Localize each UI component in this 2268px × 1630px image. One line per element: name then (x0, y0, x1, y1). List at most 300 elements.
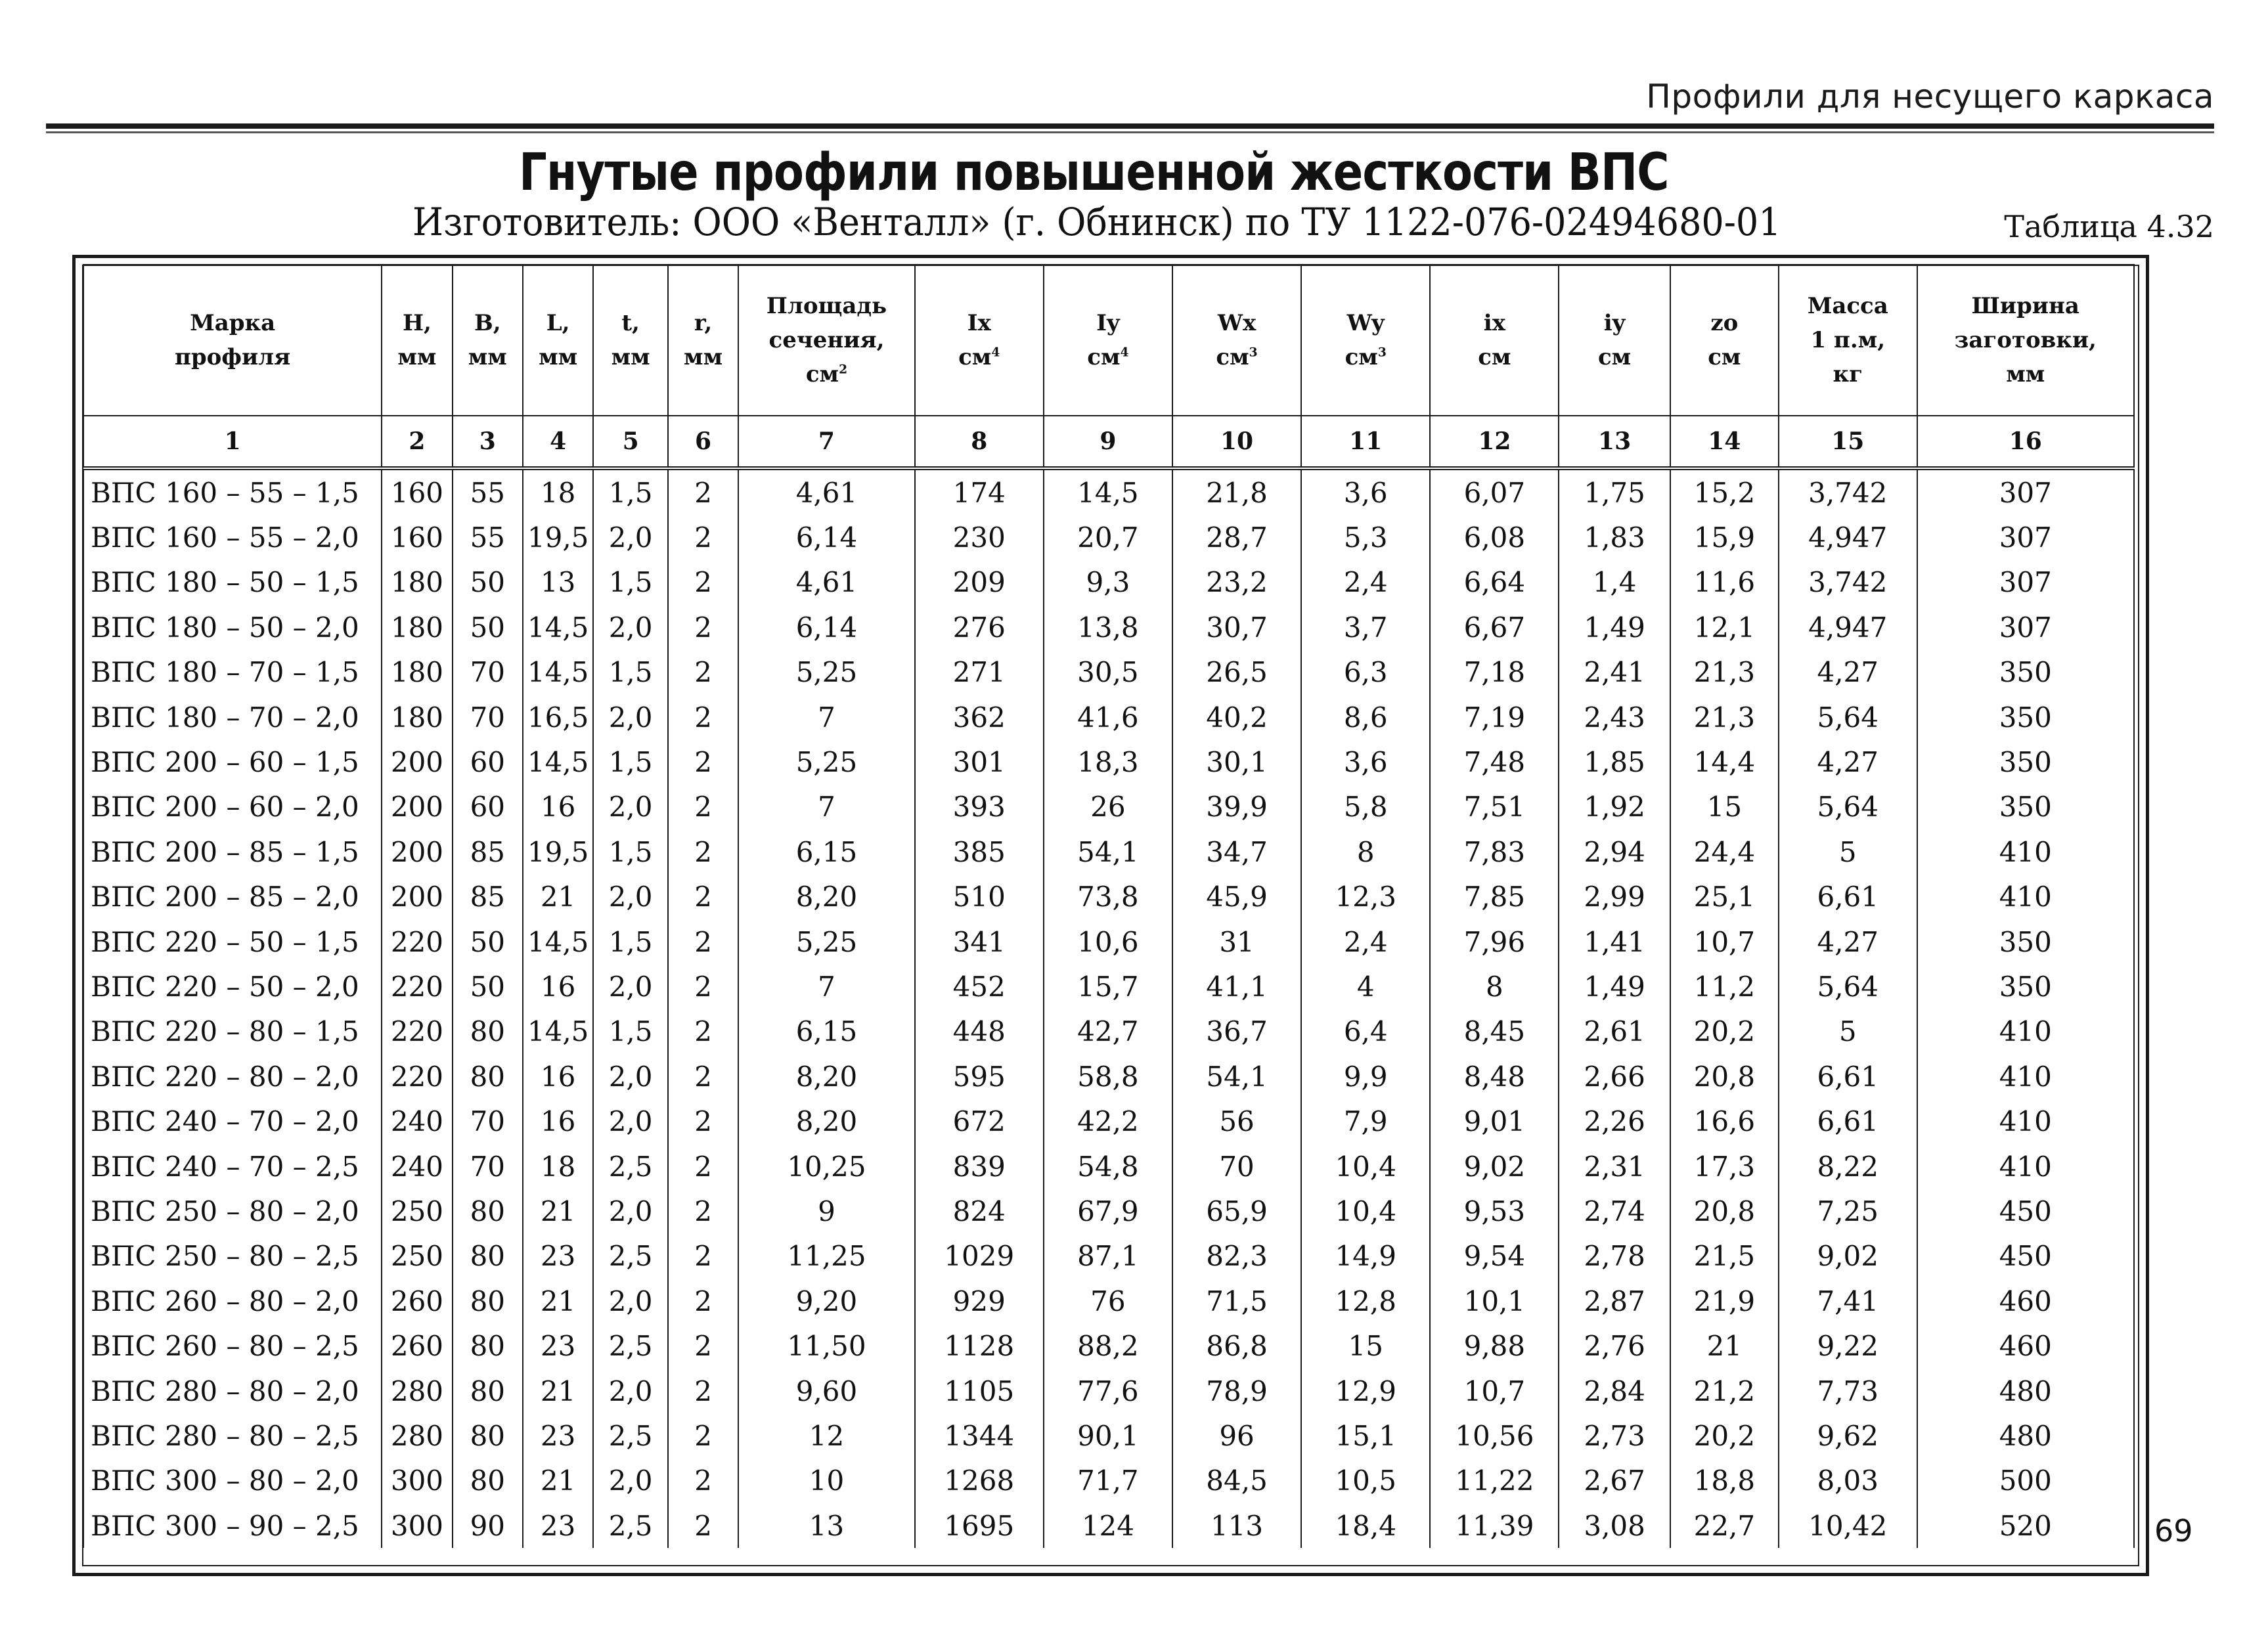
table-cell: 2,0 (593, 515, 668, 560)
table-row (83, 650, 2134, 695)
table-cell: 23 (523, 1413, 593, 1458)
table-cell: 220 (382, 1054, 452, 1099)
table-cell: 21,3 (1670, 695, 1779, 739)
table-cell: 80 (453, 1189, 523, 1233)
table-row (83, 1369, 2134, 1413)
table-cell: 58,8 (1044, 1054, 1172, 1099)
table-cell: 2,43 (1559, 695, 1670, 739)
table-row (83, 1009, 2134, 1054)
table-cell: 73,8 (1044, 875, 1172, 919)
table-cell: 18,8 (1670, 1459, 1779, 1503)
table-cell: 9,88 (1430, 1323, 1559, 1368)
table-cell: 6,67 (1430, 605, 1559, 650)
table-cell: 2 (668, 1189, 738, 1233)
table-cell: 50 (453, 605, 523, 650)
column-header (593, 265, 668, 416)
table-cell: 7,48 (1430, 739, 1559, 784)
table-cell: 180 (382, 650, 452, 695)
table-cell: 1,5 (593, 829, 668, 874)
table-cell: 54,1 (1044, 829, 1172, 874)
unit-exponent: 4 (1120, 345, 1129, 360)
column-header-text: кг (1833, 361, 1863, 387)
table-cell: 12,1 (1670, 605, 1779, 650)
table-cell: 1105 (915, 1369, 1044, 1413)
table-cell: 21 (523, 1459, 593, 1503)
table-cell: 460 (1917, 1323, 2134, 1368)
table-cell: 3,742 (1779, 560, 1917, 605)
table-cell: 6,08 (1430, 515, 1559, 560)
column-number: 12 (1430, 416, 1559, 468)
table-cell: 200 (382, 785, 452, 829)
unit-exponent: 3 (1249, 345, 1258, 360)
table-cell: 7,85 (1430, 875, 1559, 919)
table-cell: 16,5 (523, 695, 593, 739)
table-cell: 2 (668, 829, 738, 874)
table-cell: 7 (738, 785, 914, 829)
profile-grade-cell: ВПС 240 – 70 – 2,5 (83, 1144, 382, 1189)
table-cell: 14,5 (523, 739, 593, 784)
table-cell: 71,7 (1044, 1459, 1172, 1503)
column-header-text: r, (694, 310, 713, 336)
table-cell: 5,25 (738, 739, 914, 784)
table-cell: 13 (738, 1503, 914, 1548)
table-cell: 1,5 (593, 560, 668, 605)
table-row (83, 1503, 2134, 1548)
table-cell: 2,5 (593, 1323, 668, 1368)
table-cell: 15 (1670, 785, 1779, 829)
table-cell: 452 (915, 964, 1044, 1009)
table-cell: 2 (668, 1413, 738, 1458)
column-header (668, 265, 738, 416)
table-cell: 160 (382, 468, 452, 515)
table-cell: 80 (453, 1369, 523, 1413)
table-cell: 15,9 (1670, 515, 1779, 560)
table-cell: 7,19 (1430, 695, 1559, 739)
manufacturer-subtitle: Изготовитель: ООО «Венталл» (г. Обнинск) по ТУ 1122-076-02494680-01 (412, 200, 1781, 244)
table-cell: 9,22 (1779, 1323, 1917, 1368)
table-cell: 7,18 (1430, 650, 1559, 695)
table-cell: 280 (382, 1369, 452, 1413)
table-cell: 14,5 (523, 1009, 593, 1054)
column-header (83, 265, 382, 416)
profile-grade-cell: ВПС 280 – 80 – 2,5 (83, 1413, 382, 1458)
table-cell: 21 (523, 875, 593, 919)
table-cell: 6,15 (738, 1009, 914, 1054)
table-cell: 23 (523, 1234, 593, 1279)
profile-grade-cell: ВПС 220 – 80 – 2,0 (83, 1054, 382, 1099)
table-cell: 8 (1301, 829, 1430, 874)
table-cell: 8,20 (738, 1099, 914, 1143)
column-header-text: профиля (174, 344, 291, 370)
table-cell: 10,4 (1301, 1189, 1430, 1233)
table-row (83, 695, 2134, 739)
table-cell: 77,6 (1044, 1369, 1172, 1413)
table-cell: 2,0 (593, 1099, 668, 1143)
table-row (83, 1323, 2134, 1368)
table-cell: 271 (915, 650, 1044, 695)
table-cell: 2,31 (1559, 1144, 1670, 1189)
table-cell: 200 (382, 739, 452, 784)
table-cell: 6,14 (738, 515, 914, 560)
column-header-text: Ix (967, 310, 991, 336)
table-cell: 2 (668, 1144, 738, 1189)
table-cell: 1029 (915, 1234, 1044, 1279)
table-header (83, 265, 2134, 416)
table-cell: 260 (382, 1279, 452, 1323)
column-number: 15 (1779, 416, 1917, 468)
table-cell: 8,20 (738, 1054, 914, 1099)
table-cell: 15,1 (1301, 1413, 1430, 1458)
column-header-text: заготовки, (1954, 327, 2097, 353)
table-cell: 2,99 (1559, 875, 1670, 919)
table-cell: 8,6 (1301, 695, 1430, 739)
table-cell: 350 (1917, 919, 2134, 964)
table-cell: 307 (1917, 605, 2134, 650)
table-cell: 82,3 (1172, 1234, 1301, 1279)
table-cell: 6,61 (1779, 1099, 1917, 1143)
table-cell: 16 (523, 785, 593, 829)
table-cell: 5,25 (738, 919, 914, 964)
table-cell: 78,9 (1172, 1369, 1301, 1413)
table-row (83, 605, 2134, 650)
table-cell: 60 (453, 739, 523, 784)
table-cell: 10,5 (1301, 1459, 1430, 1503)
table-cell: 2,5 (593, 1413, 668, 1458)
column-header-text: B, (474, 310, 501, 336)
column-header-text: L, (546, 310, 570, 336)
table-cell: 6,15 (738, 829, 914, 874)
column-number: 2 (382, 416, 452, 468)
table-cell: 450 (1917, 1234, 2134, 1279)
table-cell: 350 (1917, 964, 2134, 1009)
table-cell: 18 (523, 1144, 593, 1189)
profile-grade-cell: ВПС 200 – 85 – 2,0 (83, 875, 382, 919)
table-cell: 10,7 (1430, 1369, 1559, 1413)
table-cell: 1128 (915, 1323, 1044, 1368)
table-cell: 9,02 (1779, 1234, 1917, 1279)
table-body (83, 416, 2134, 1548)
table-cell: 362 (915, 695, 1044, 739)
profile-grade-cell: ВПС 200 – 60 – 2,0 (83, 785, 382, 829)
column-header-text: мм (468, 344, 507, 370)
table-cell: 11,39 (1430, 1503, 1559, 1548)
table-cell: 80 (453, 1009, 523, 1054)
table-cell: 34,7 (1172, 829, 1301, 874)
table-cell: 301 (915, 739, 1044, 784)
column-header (1172, 265, 1301, 416)
table-cell: 15 (1301, 1323, 1430, 1368)
table-cell: 85 (453, 875, 523, 919)
column-header (453, 265, 523, 416)
table-cell: 2,0 (593, 1459, 668, 1503)
column-number: 16 (1917, 416, 2134, 468)
table-cell: 4 (1301, 964, 1430, 1009)
table-cell: 8 (1430, 964, 1559, 1009)
table-cell: 3,08 (1559, 1503, 1670, 1548)
table-cell: 448 (915, 1009, 1044, 1054)
table-cell: 14,9 (1301, 1234, 1430, 1279)
table-cell: 1,5 (593, 650, 668, 695)
table-cell: 23 (523, 1503, 593, 1548)
table-cell: 7,73 (1779, 1369, 1917, 1413)
table-cell: 1,4 (1559, 560, 1670, 605)
table-cell: 595 (915, 1054, 1044, 1099)
profile-grade-cell: ВПС 250 – 80 – 2,0 (83, 1189, 382, 1233)
table-cell: 3,6 (1301, 468, 1430, 515)
table-row (83, 1144, 2134, 1189)
table-row (83, 1459, 2134, 1503)
table-cell: 10,6 (1044, 919, 1172, 964)
table-cell: 88,2 (1044, 1323, 1172, 1368)
column-number: 1 (83, 416, 382, 468)
table-cell: 9,60 (738, 1369, 914, 1413)
table-cell: 240 (382, 1144, 452, 1189)
table-cell: 7,41 (1779, 1279, 1917, 1323)
table-cell: 54,8 (1044, 1144, 1172, 1189)
table-cell: 2 (668, 650, 738, 695)
table-cell: 2,0 (593, 1369, 668, 1413)
table-cell: 393 (915, 785, 1044, 829)
table-cell: 1,49 (1559, 964, 1670, 1009)
table-cell: 2,0 (593, 875, 668, 919)
table-cell: 7,83 (1430, 829, 1559, 874)
column-header-text: zo (1710, 310, 1739, 336)
table-cell: 50 (453, 964, 523, 1009)
table-cell: 80 (453, 1279, 523, 1323)
column-header-text: Площадь (766, 293, 887, 319)
column-header-text: мм (2006, 361, 2045, 387)
table-cell: 410 (1917, 1099, 2134, 1143)
table-cell: 8,03 (1779, 1459, 1917, 1503)
table-cell: 54,1 (1172, 1054, 1301, 1099)
column-header-text: см (1216, 344, 1249, 370)
table-cell: 7,25 (1779, 1189, 1917, 1233)
table-cell: 929 (915, 1279, 1044, 1323)
table-cell: 16,6 (1670, 1099, 1779, 1143)
table-cell: 1268 (915, 1459, 1044, 1503)
table-cell: 19,5 (523, 829, 593, 874)
table-cell: 9,02 (1430, 1144, 1559, 1189)
column-header-text: iy (1603, 310, 1626, 336)
table-cell: 410 (1917, 1054, 2134, 1099)
table-row (83, 1234, 2134, 1279)
table-cell: 2,26 (1559, 1099, 1670, 1143)
table-cell: 21,2 (1670, 1369, 1779, 1413)
profile-grade-cell: ВПС 180 – 70 – 1,5 (83, 650, 382, 695)
table-cell: 9,20 (738, 1279, 914, 1323)
header-rule-thin (46, 131, 2214, 133)
table-cell: 19,5 (523, 515, 593, 560)
table-cell: 23,2 (1172, 560, 1301, 605)
table-cell: 50 (453, 560, 523, 605)
table-cell: 5,64 (1779, 695, 1917, 739)
table-cell: 1,49 (1559, 605, 1670, 650)
table-cell: 10,25 (738, 1144, 914, 1189)
table-cell: 2 (668, 605, 738, 650)
table-cell: 21,3 (1670, 650, 1779, 695)
table-cell: 21 (1670, 1323, 1779, 1368)
profile-grade-cell: ВПС 250 – 80 – 2,5 (83, 1234, 382, 1279)
table-cell: 70 (453, 650, 523, 695)
table-cell: 8,22 (1779, 1144, 1917, 1189)
table-cell: 839 (915, 1144, 1044, 1189)
table-cell: 21 (523, 1369, 593, 1413)
table-cell: 4,27 (1779, 650, 1917, 695)
table-cell: 2 (668, 560, 738, 605)
table-cell: 30,7 (1172, 605, 1301, 650)
table-cell: 8,20 (738, 875, 914, 919)
table-cell: 672 (915, 1099, 1044, 1143)
table-cell: 41,1 (1172, 964, 1301, 1009)
table-cell: 20,8 (1670, 1054, 1779, 1099)
column-number: 10 (1172, 416, 1301, 468)
table-row (83, 875, 2134, 919)
table-cell: 60 (453, 785, 523, 829)
header-rule (46, 123, 2214, 129)
table-cell: 1,75 (1559, 468, 1670, 515)
table-row (83, 1189, 2134, 1233)
column-header-text: 1 п.м, (1810, 327, 1886, 353)
table-cell: 410 (1917, 1009, 2134, 1054)
table-row (83, 1054, 2134, 1099)
table-cell: 9 (738, 1189, 914, 1233)
table-cell: 500 (1917, 1459, 2134, 1503)
table-cell: 307 (1917, 560, 2134, 605)
table-cell: 280 (382, 1413, 452, 1458)
column-header-text: мм (397, 344, 437, 370)
table-cell: 10 (738, 1459, 914, 1503)
table-cell: 2,73 (1559, 1413, 1670, 1458)
table-cell: 14,5 (523, 605, 593, 650)
table-cell: 70 (1172, 1144, 1301, 1189)
table-row (83, 785, 2134, 829)
table-cell: 6,07 (1430, 468, 1559, 515)
table-cell: 2,0 (593, 1279, 668, 1323)
table-cell: 41,6 (1044, 695, 1172, 739)
column-number: 8 (915, 416, 1044, 468)
table-cell: 230 (915, 515, 1044, 560)
table-cell: 84,5 (1172, 1459, 1301, 1503)
table-cell: 160 (382, 515, 452, 560)
table-cell: 520 (1917, 1503, 2134, 1548)
table-cell: 2,0 (593, 1054, 668, 1099)
table-cell: 220 (382, 1009, 452, 1054)
profile-table (83, 264, 2135, 1548)
table-cell: 2,74 (1559, 1189, 1670, 1233)
table-cell: 2 (668, 785, 738, 829)
table-row (83, 829, 2134, 874)
table-cell: 510 (915, 875, 1044, 919)
table-cell: 11,6 (1670, 560, 1779, 605)
table-cell: 1,41 (1559, 919, 1670, 964)
column-header-text: Iy (1096, 310, 1120, 336)
table-cell: 480 (1917, 1369, 2134, 1413)
table-cell: 23 (523, 1323, 593, 1368)
table-cell: 2 (668, 1099, 738, 1143)
table-cell: 10,56 (1430, 1413, 1559, 1458)
table-cell: 5,64 (1779, 964, 1917, 1009)
column-header-text: мм (684, 344, 723, 370)
table-cell: 6,14 (738, 605, 914, 650)
table-cell: 4,61 (738, 560, 914, 605)
table-cell: 7 (738, 964, 914, 1009)
table-cell: 25,1 (1670, 875, 1779, 919)
table-cell: 307 (1917, 468, 2134, 515)
table-cell: 65,9 (1172, 1189, 1301, 1233)
profile-grade-cell: ВПС 220 – 80 – 1,5 (83, 1009, 382, 1054)
table-cell: 260 (382, 1323, 452, 1368)
table-cell: 30,1 (1172, 739, 1301, 784)
column-number: 3 (453, 416, 523, 468)
table-cell: 385 (915, 829, 1044, 874)
table-cell: 180 (382, 605, 452, 650)
table-cell: 2 (668, 1234, 738, 1279)
table-cell: 2,67 (1559, 1459, 1670, 1503)
table-cell: 2,84 (1559, 1369, 1670, 1413)
table-cell: 22,7 (1670, 1503, 1779, 1548)
table-cell: 42,7 (1044, 1009, 1172, 1054)
table-cell: 31 (1172, 919, 1301, 964)
column-header (915, 265, 1044, 416)
table-cell: 2,78 (1559, 1234, 1670, 1279)
table-cell: 410 (1917, 829, 2134, 874)
table-cell: 2,94 (1559, 829, 1670, 874)
table-cell: 6,64 (1430, 560, 1559, 605)
table-row (83, 1279, 2134, 1323)
table-cell: 14,5 (523, 919, 593, 964)
profile-grade-cell: ВПС 180 – 50 – 1,5 (83, 560, 382, 605)
table-cell: 113 (1172, 1503, 1301, 1548)
table-cell: 2 (668, 1009, 738, 1054)
table-cell: 17,3 (1670, 1144, 1779, 1189)
table-cell: 5,8 (1301, 785, 1430, 829)
table-cell: 4,27 (1779, 739, 1917, 784)
table-cell: 341 (915, 919, 1044, 964)
table-cell: 70 (453, 1099, 523, 1143)
table-row (83, 1413, 2134, 1458)
table-cell: 85 (453, 829, 523, 874)
table-cell: 24,4 (1670, 829, 1779, 874)
profile-grade-cell: ВПС 260 – 80 – 2,5 (83, 1323, 382, 1368)
table-cell: 450 (1917, 1189, 2134, 1233)
table-cell: 42,2 (1044, 1099, 1172, 1143)
unit-exponent: 4 (991, 345, 1000, 360)
table-cell: 15,7 (1044, 964, 1172, 1009)
column-header-text: см (1597, 344, 1632, 370)
table-cell: 180 (382, 695, 452, 739)
table-cell: 11,50 (738, 1323, 914, 1368)
table-cell: 2 (668, 1503, 738, 1548)
table-cell: 11,22 (1430, 1459, 1559, 1503)
table-cell: 55 (453, 515, 523, 560)
page-number: 69 (2154, 1513, 2193, 1549)
column-number: 7 (738, 416, 914, 468)
column-header (1430, 265, 1559, 416)
table-cell: 21,9 (1670, 1279, 1779, 1323)
table-cell: 11,2 (1670, 964, 1779, 1009)
table-cell: 15,2 (1670, 468, 1779, 515)
column-header-text: Wy (1346, 310, 1385, 336)
column-header-text: мм (611, 344, 650, 370)
table-cell: 86,8 (1172, 1323, 1301, 1368)
table-cell: 4,61 (738, 468, 914, 515)
table-cell: 5,3 (1301, 515, 1430, 560)
column-header-text: см (1478, 344, 1511, 370)
table-cell: 80 (453, 1234, 523, 1279)
table-cell: 1,5 (593, 1009, 668, 1054)
table-cell: 13,8 (1044, 605, 1172, 650)
table-cell: 70 (453, 695, 523, 739)
